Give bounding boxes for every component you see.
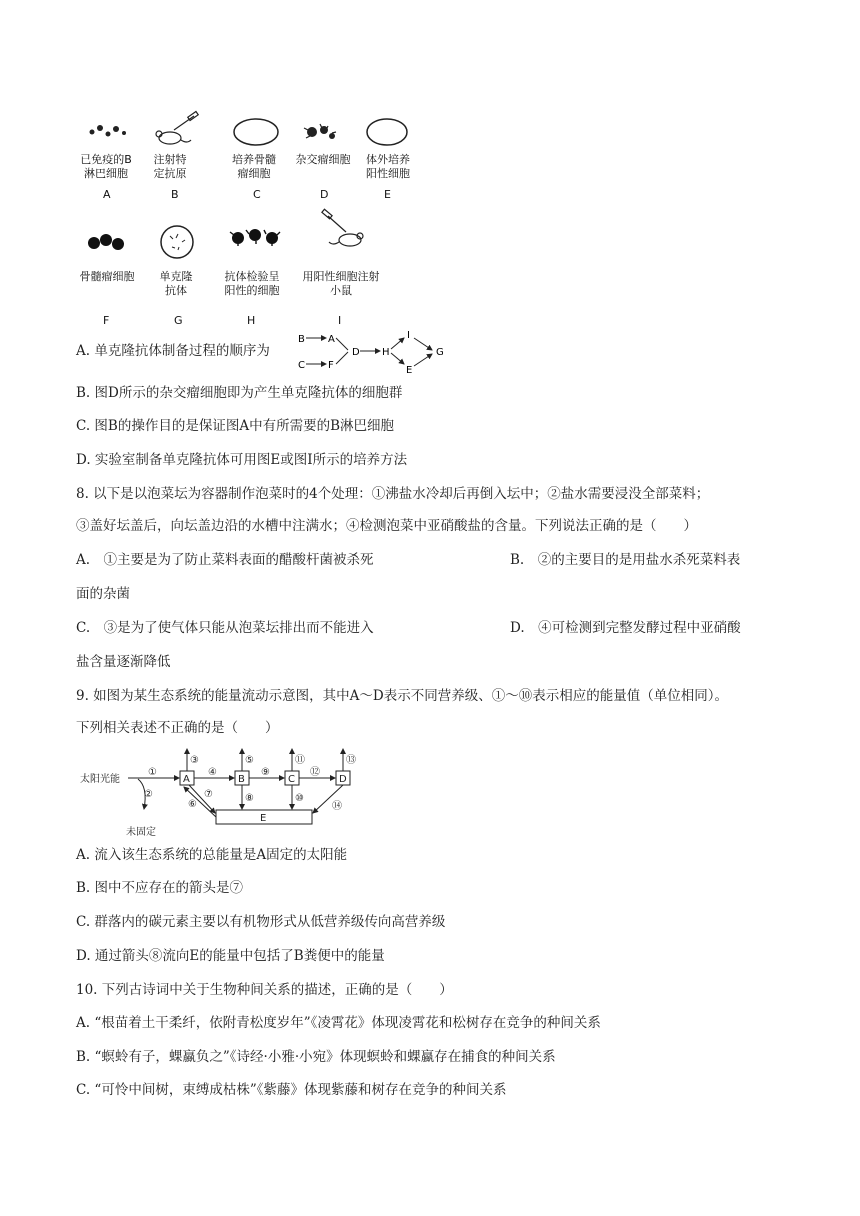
q8-option-d: D. ④可检测到完整发酵过程中亚硝酸: [510, 620, 741, 636]
arrow-4: ④: [208, 767, 217, 778]
node-e: E: [260, 813, 267, 824]
label-g: 单克隆抗体: [159, 270, 193, 297]
q8-option-d-cont: 盐含量逐渐降低: [76, 654, 171, 670]
q8-option-a: A. ①主要是为了防止菜料表面的醋酸杆菌被杀死: [76, 552, 374, 568]
label-h: 抗体检验呈阳性的细胞: [224, 270, 280, 297]
arrow-9: ⑨: [261, 767, 270, 778]
arrow-14: ⑭: [332, 801, 342, 812]
arrow-1: ①: [148, 767, 157, 778]
seq-g: G: [436, 347, 444, 358]
mouse-injection-image-2: [322, 209, 363, 246]
letter-d: D: [320, 188, 329, 201]
q7-sequence-diagram: [296, 328, 456, 376]
seq-h: H: [382, 347, 390, 358]
arrow-10: ⑩: [295, 793, 304, 804]
q8-option-c: C. ③是为了使气体只能从泡菜坛排出而不能进入: [76, 620, 374, 636]
letter-b: B: [171, 188, 179, 201]
q8-option-b: B. ②的主要目的是用盐水杀死菜料表: [510, 552, 741, 568]
q10-stem: 10. 下列古诗词中关于生物种间关系的描述，正确的是（ ）: [76, 982, 453, 998]
arrow-5: ⑤: [245, 755, 254, 766]
label-a: 已免疫的B淋巴细胞: [80, 153, 132, 180]
letter-c: C: [253, 188, 261, 201]
seq-c: C: [298, 360, 305, 371]
q8-stem-line1: 8. 以下是以泡菜坛为容器制作泡菜时的4个处理：①沸盐水冷却后再倒入坛中；②盐水需要浸没全部菜料；: [76, 486, 710, 502]
label-d: 杂交瘤细胞: [295, 153, 351, 166]
letter-i: I: [338, 314, 342, 327]
node-c: C: [288, 774, 295, 785]
letter-g: G: [174, 314, 183, 327]
label-b: 注射特定抗原: [153, 153, 187, 180]
q8-option-b-cont: 面的杂菌: [76, 586, 130, 602]
seq-f: F: [328, 360, 334, 371]
label-c: 培养骨髓瘤细胞: [232, 153, 276, 180]
in-vitro-dish-image: [367, 119, 407, 145]
q9-option-d: D. 通过箭头⑧流向E的能量中包括了B粪便中的能量: [76, 948, 385, 964]
seq-b: B: [298, 334, 305, 345]
letter-e: E: [384, 188, 391, 201]
culture-dish-image: [234, 119, 278, 145]
arrow-11: ⑪: [295, 755, 305, 766]
arrow-12: ⑫: [310, 767, 320, 778]
letter-f: F: [103, 314, 110, 327]
energy-flow-diagram: [76, 745, 376, 837]
seq-i: I: [407, 330, 410, 341]
arrow-13: ⑬: [346, 755, 356, 766]
seq-e: E: [406, 365, 413, 376]
q9-stem-line1: 9. 如图为某生态系统的能量流动示意图，其中A～D表示不同营养级、①～⑩表示相应的能量值（单位相同）。: [76, 688, 728, 704]
sun-label: 太阳光能: [80, 774, 120, 785]
mouse-injection-image: [156, 111, 198, 144]
label-i: 用阳性细胞注射小鼠: [302, 270, 380, 297]
b-lymphocyte-image: [90, 125, 127, 137]
myeloma-cell-image: [88, 234, 124, 250]
arrow-6: ⑥: [188, 799, 197, 810]
node-a: A: [183, 774, 190, 785]
q10-option-a: A. “根苗着土干柔纤，依附青松度岁年”《凌霄花》体现凌霄花和松树存在竞争的种间关系: [76, 1015, 601, 1031]
monoclonal-figure: [70, 110, 410, 330]
seq-d: D: [352, 347, 360, 358]
q9-stem-line2: 下列相关表述不正确的是（ ）: [76, 720, 279, 736]
q10-option-c: C. “可怜中间树，束缚成枯株”《紫藤》体现紫藤和树存在竞争的种间关系: [76, 1082, 507, 1098]
q7-option-a: A. 单克隆抗体制备过程的顺序为: [76, 343, 270, 359]
arrow-8: ⑧: [245, 793, 254, 804]
q8-stem-line2: ③盖好坛盖后，向坛盖边沿的水槽中注满水；④检测泡菜中亚硝酸盐的含量。下列说法正确的是（ ）: [76, 518, 697, 534]
label-f: 骨髓瘤细胞: [79, 270, 135, 283]
node-d: D: [339, 774, 347, 785]
q9-option-a: A. 流入该生态系统的总能量是A固定的太阳能: [76, 847, 348, 863]
positive-cell-image: [230, 229, 280, 246]
hybridoma-cell-image: [304, 124, 336, 139]
label-e: 体外培养阳性细胞: [366, 153, 410, 180]
antibody-dish-image: [161, 226, 193, 258]
letter-a: A: [103, 188, 111, 201]
arrow-2: ②: [144, 789, 153, 800]
q7-option-c: C. 图B的操作目的是保证图A中有所需要的B淋巴细胞: [76, 418, 395, 434]
unfixed-label: 未固定: [126, 827, 156, 837]
seq-a: A: [328, 334, 335, 345]
q7-option-b: B. 图D所示的杂交瘤细胞即为产生单克隆抗体的细胞群: [76, 385, 403, 401]
node-b: B: [238, 774, 245, 785]
arrow-3: ③: [190, 755, 199, 766]
q7-option-d: D. 实验室制备单克隆抗体可用图E或图I所示的培养方法: [76, 452, 408, 468]
letter-h: H: [247, 314, 256, 327]
arrow-7: ⑦: [204, 789, 213, 800]
q10-option-b: B. “螟蛉有子，蜾蠃负之”《诗经·小雅·小宛》体现螟蛉和蜾蠃存在捕食的种间关系: [76, 1049, 556, 1065]
q9-option-b: B. 图中不应存在的箭头是⑦: [76, 880, 244, 896]
q9-option-c: C. 群落内的碳元素主要以有机物形式从低营养级传向高营养级: [76, 914, 446, 930]
